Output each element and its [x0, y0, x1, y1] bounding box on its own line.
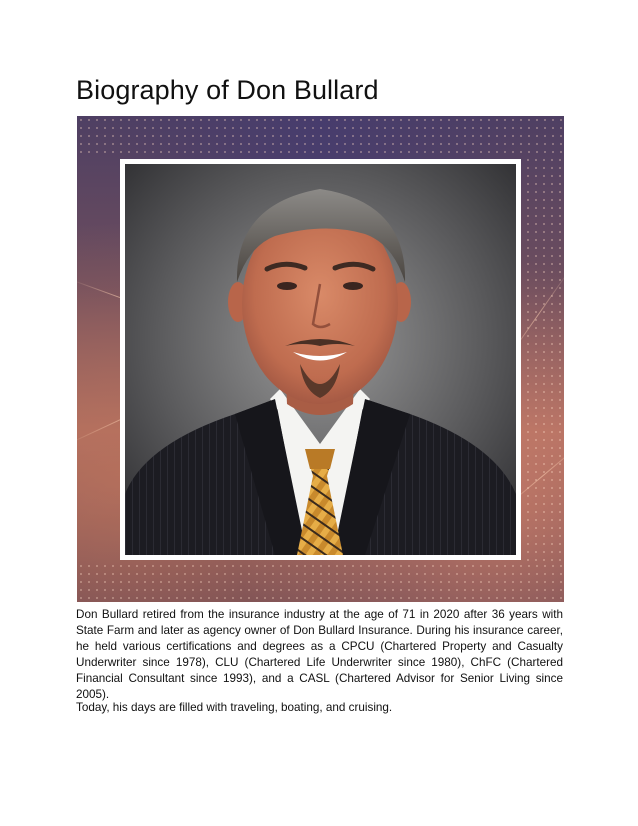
decorative-dot-pattern: [77, 562, 564, 602]
portrait-banner: [77, 116, 564, 602]
decorative-dot-pattern: [524, 156, 564, 562]
page-title: Biography of Don Bullard: [76, 75, 379, 105]
biography-paragraph: Don Bullard retired from the insurance industry at the age of 71 in 2020 after 36 years with State Farm and later as agency owner of Don Bullard Insurance. During his insurance career, he held various certifications and degrees as a CPCU (Chartered Property and Casualty Underwriter since 1978), CLU (Chartered Life Underwriter since 1980), ChFC (Chartered Financial Consultant since 1993), and a CASL (Chartered Advisor for Senior Living since 2005).: [76, 608, 563, 701]
biography-paragraph: Today, his days are filled with traveling, boating, and cruising.: [76, 701, 393, 714]
portrait-frame: [120, 159, 521, 560]
portrait-photo: [125, 164, 516, 555]
decorative-dot-pattern: [77, 116, 564, 156]
